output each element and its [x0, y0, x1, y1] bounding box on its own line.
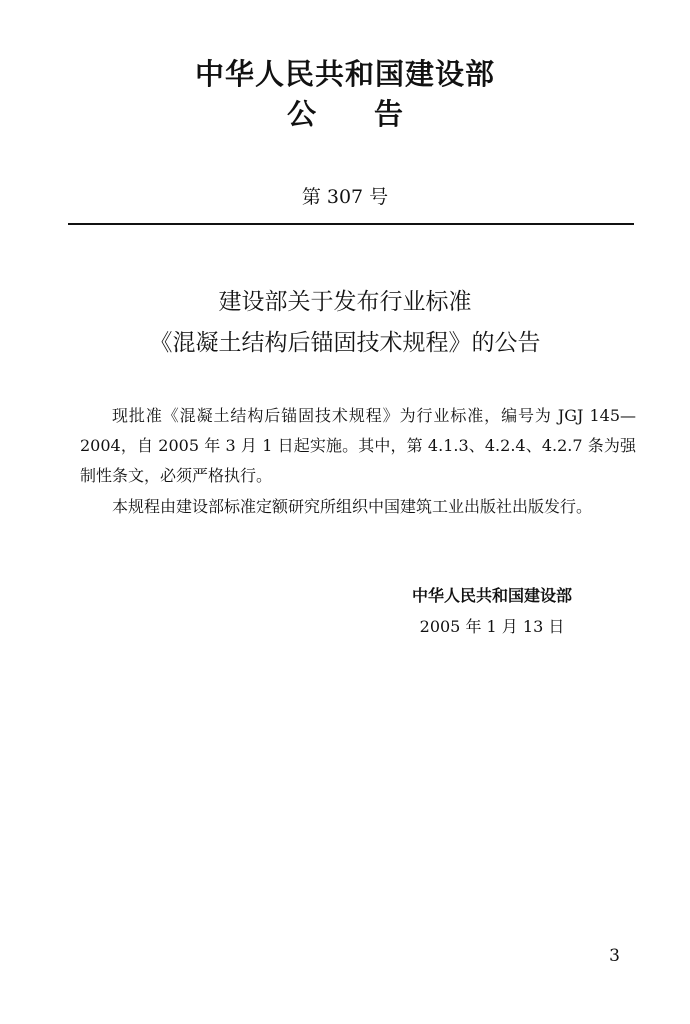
announcement-title-line-2: 《混凝土结构后锚固技术规程》的公告 — [149, 330, 541, 356]
issuer-title: 中华人民共和国建设部 — [194, 57, 495, 91]
body-paragraph-approval: 现批准《混凝土结构后锚固技术规程》为行业标准，编号为 JGJ 145—2004，自 2005 年 3 月 1 日起实施。其中，第 4.1.3、4.2.4、4.2.7 条为强制性条文，必须严格执行。 — [80, 406, 636, 485]
signature-date: 2005 年 1 月 13 日 — [419, 617, 565, 636]
header-divider — [68, 223, 634, 225]
announcement-title-line-1: 建设部关于发布行业标准 — [218, 289, 472, 315]
page-number: 3 — [609, 946, 620, 966]
announcement-number: 第 307 号 — [301, 186, 389, 208]
signature-organization: 中华人民共和国建设部 — [411, 586, 572, 605]
body-paragraph-publishing: 本规程由建设部标准定额研究所组织中国建筑工业出版社出版发行。 — [112, 497, 593, 516]
document-type-heading: 公告 — [286, 97, 461, 131]
